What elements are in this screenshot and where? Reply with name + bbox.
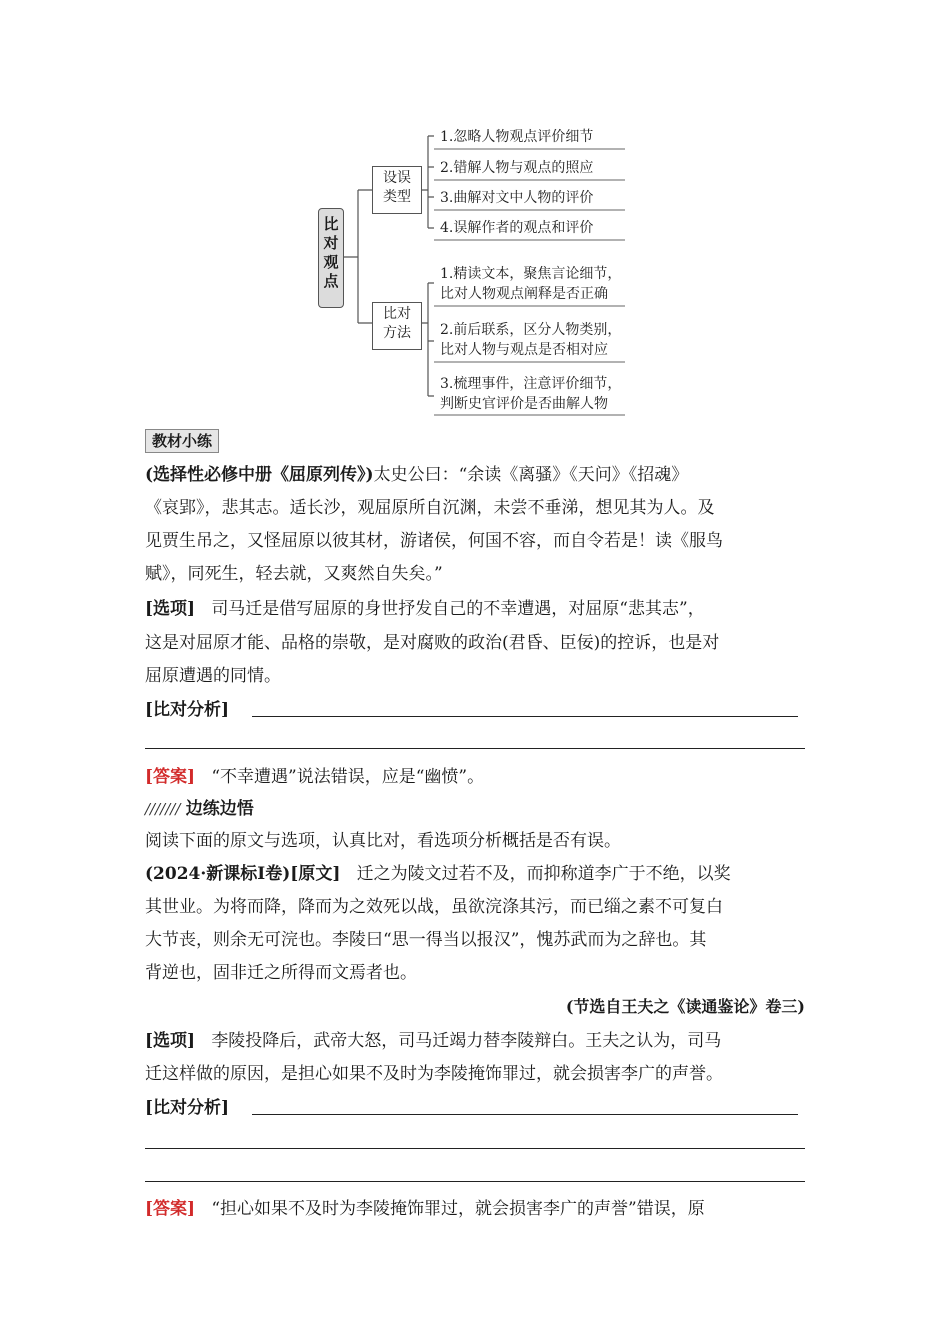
option-line: 迁这样做的原因，是担心如果不及时为李陵掩饰罪过，就会损害李广的声誉。 xyxy=(145,1064,723,1084)
diagram-leaf: 1.精读文本，聚焦言论细节， 比对人物观点阐释是否正确 xyxy=(440,266,622,302)
answer-line: [答案] “不幸遭遇”说法错误，应是“幽愤”。 xyxy=(145,767,485,787)
passage-line: (2024·新课标Ⅰ卷)[原文] 迁之为陵文过若不及，而抑称道李广于不绝，以奖 xyxy=(145,864,731,884)
citation: (节选自王夫之《读通鉴论》卷三) xyxy=(565,997,805,1016)
option-line: 屈原遭遇的同情。 xyxy=(145,666,281,686)
option-label: [选项] xyxy=(145,1031,196,1051)
answer-line: [答案] “担心如果不及时为李陵掩饰罪过，就会损害李广的声誉”错误，原 xyxy=(145,1199,705,1219)
passage-line: (选择性必修中册《屈原列传》)太史公曰：“余读《离骚》《天问》《招魂》 xyxy=(145,465,689,485)
option-line: [选项] 李陵投降后，武帝大怒，司马迁竭力替李陵辩白。王夫之认为，司马 xyxy=(145,1031,722,1051)
diagram-branch-error-types: 设误 类型 xyxy=(372,166,422,214)
passage-line: 《哀郢》，悲其志。适长沙，观屈原所自沉渊，未尝不垂涕，想见其为人。及 xyxy=(145,498,715,518)
analysis-label: [比对分析] xyxy=(145,1098,230,1118)
diagram-leaf: 2.前后联系，区分人物类别， 比对人物与观点是否相对应 xyxy=(440,322,622,358)
source-label: (2024·新课标Ⅰ卷)[原文] xyxy=(145,864,341,884)
source-label: (选择性必修中册《屈原列传》) xyxy=(145,465,374,485)
answer-label: [答案] xyxy=(145,1199,196,1219)
option-label: [选项] xyxy=(145,599,196,619)
diagram-leaf: 3.曲解对文中人物的评价 xyxy=(440,190,594,206)
diagram-leaf: 3.梳理事件，注意评价细节， 判断史官评价是否曲解人物 xyxy=(440,376,622,412)
passage-line: 见贾生吊之，又怪屈原以彼其材，游诸侯，何国不容，而自令若是！读《服鸟 xyxy=(145,531,723,551)
answer-label: [答案] xyxy=(145,767,196,787)
diagram-branch-methods: 比对 方法 xyxy=(372,302,422,350)
option-line: [选项] 司马迁是借写屈原的身世抒发自己的不幸遭遇，对屈原“悲其志”， xyxy=(145,599,705,619)
heading-marks: /////// xyxy=(145,800,181,818)
answer-blank[interactable] xyxy=(252,716,798,717)
option-line: 这是对屈原才能、品格的崇敬，是对腐败的政治(君昏、臣佞)的控诉，也是对 xyxy=(145,633,720,653)
answer-blank[interactable] xyxy=(145,748,805,749)
section-heading: /////// 边练边悟 xyxy=(145,799,254,819)
passage-line: 背逆也，固非迁之所得而文焉者也。 xyxy=(145,963,417,983)
passage-line: 其世业。为将而降，降而为之效死以战，虽欲浣涤其污，而已缁之素不可复白 xyxy=(145,897,723,917)
answer-blank[interactable] xyxy=(145,1148,805,1149)
analysis-label: [比对分析] xyxy=(145,700,230,720)
diagram-leaf: 1.忽略人物观点评价细节 xyxy=(440,129,594,145)
intro-line: 阅读下面的原文与选项，认真比对，看选项分析概括是否有误。 xyxy=(145,831,621,851)
section-tag: 教材小练 xyxy=(145,429,219,453)
answer-blank[interactable] xyxy=(252,1114,798,1115)
passage-line: 大节丧，则余无可浣也。李陵曰“思一得当以报汉”，愧苏武而为之辞也。其 xyxy=(145,930,707,950)
diagram-leaf: 4.误解作者的观点和评价 xyxy=(440,220,594,236)
answer-blank[interactable] xyxy=(145,1181,805,1182)
passage-line: 赋》，同死生，轻去就，又爽然自失矣。” xyxy=(145,564,443,584)
diagram-leaf: 2.错解人物与观点的照应 xyxy=(440,160,594,176)
diagram-root: 比 对 观 点 xyxy=(318,208,344,308)
